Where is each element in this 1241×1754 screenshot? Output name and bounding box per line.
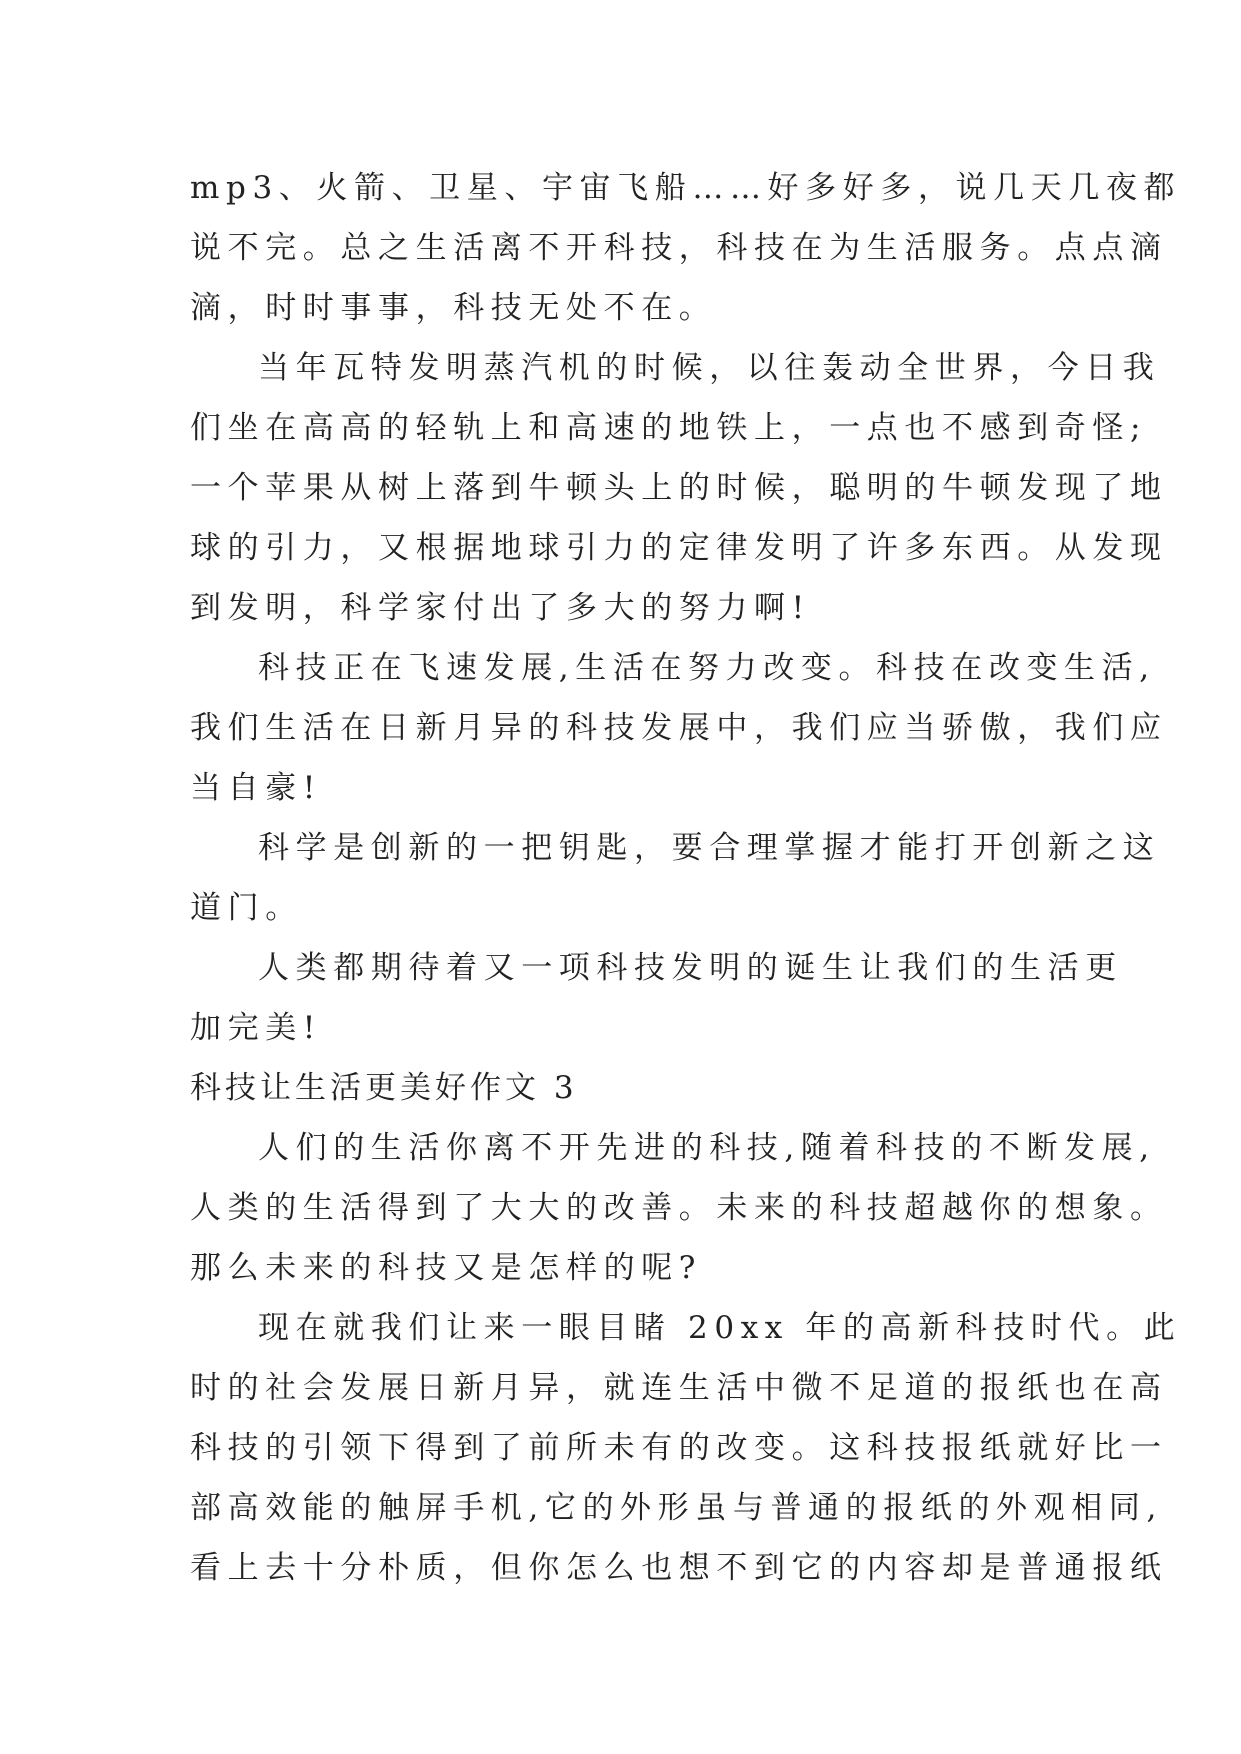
paragraph-first-line: 当年瓦特发明蒸汽机的时候，以往轰动全世界，今日我 xyxy=(258,350,1161,386)
paragraph-first-line: 现在就我们让来一眼目睹 20xx 年的高新科技时代。此 xyxy=(258,1310,1182,1346)
text-line: 部高效能的触屏手机,它的外形虽与普通的报纸的外观相同, xyxy=(190,1490,1163,1526)
text-line: 当自豪! xyxy=(190,770,322,806)
text-line: 说不完。总之生活离不开科技，科技在为生活服务。点点滴 xyxy=(190,230,1168,266)
paragraph-first-line: 科技正在飞速发展,生活在努力改变。科技在改变生活, xyxy=(258,650,1156,686)
text-line: 们坐在高高的轻轨上和高速的地铁上，一点也不感到奇怪; xyxy=(190,410,1148,446)
text-line: 人类的生活得到了大大的改善。未来的科技超越你的想象。 xyxy=(190,1190,1168,1226)
section-heading: 科技让生活更美好作文 3 xyxy=(190,1070,578,1106)
text-line: 一个苹果从树上落到牛顿头上的时候，聪明的牛顿发现了地 xyxy=(190,470,1168,506)
text-line: mp3、火箭、卫星、宇宙飞船……好多好多，说几天几夜都 xyxy=(190,170,1182,206)
text-line: 道门。 xyxy=(190,890,303,926)
text-line: 看上去十分朴质，但你怎么也想不到它的内容却是普通报纸 xyxy=(190,1550,1168,1586)
paragraph-first-line: 人们的生活你离不开先进的科技,随着科技的不断发展, xyxy=(258,1130,1156,1166)
text-line: 滴，时时事事，科技无处不在。 xyxy=(190,290,717,326)
text-line: 我们生活在日新月异的科技发展中，我们应当骄傲，我们应 xyxy=(190,710,1168,746)
text-line: 球的引力，又根据地球引力的定律发明了许多东西。从发现 xyxy=(190,530,1168,566)
text-line: 时的社会发展日新月异，就连生活中微不足道的报纸也在高 xyxy=(190,1370,1168,1406)
text-line: 到发明，科学家付出了多大的努力啊! xyxy=(190,590,811,626)
text-line: 科技的引领下得到了前所未有的改变。这科技报纸就好比一 xyxy=(190,1430,1168,1466)
document-body xyxy=(190,158,1182,1598)
paragraph-first-line: 人类都期待着又一项科技发明的诞生让我们的生活更 xyxy=(258,950,1123,986)
paragraph-first-line: 科学是创新的一把钥匙，要合理掌握才能打开创新之这 xyxy=(258,830,1161,866)
text-line: 加完美! xyxy=(190,1010,322,1046)
text-line: 那么未来的科技又是怎样的呢? xyxy=(190,1250,703,1286)
